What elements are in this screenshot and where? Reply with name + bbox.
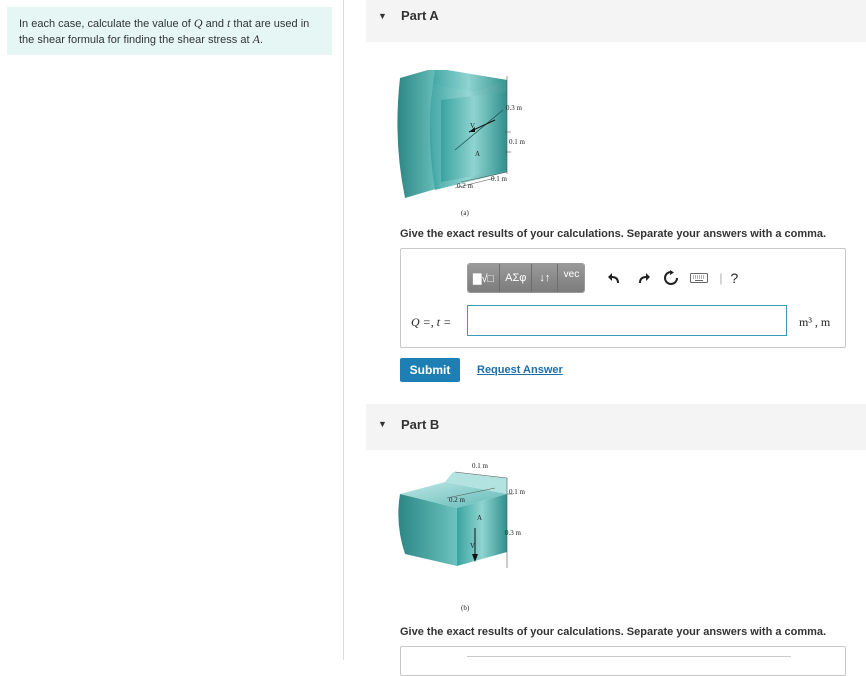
part-a-header[interactable] — [366, 0, 866, 42]
part-a-collapse-icon[interactable]: ▼ — [378, 11, 387, 21]
intro-text-4: . — [259, 34, 263, 46]
undo-icon[interactable] — [603, 266, 627, 290]
b-dim-right: 0.3 m — [505, 529, 521, 537]
problem-intro — [7, 7, 332, 55]
intro-text-2: and — [202, 18, 228, 30]
a-label-a: A — [475, 150, 481, 158]
templates-button[interactable]: ▇√□ — [468, 264, 500, 292]
part-a-instruction: Give the exact results of your calculations. Separate your answers with a comma. — [400, 228, 827, 240]
a-label-v: V — [470, 122, 476, 130]
a-caption: (a) — [461, 209, 469, 217]
part-b-instruction: Give the exact results of your calculations. Separate your answers with a comma. — [400, 626, 827, 638]
b-label-a: A — [477, 514, 483, 522]
redo-icon[interactable] — [631, 266, 655, 290]
column-divider — [343, 0, 344, 660]
part-a-answer-input[interactable] — [467, 305, 787, 336]
request-answer-link[interactable]: Request Answer — [477, 364, 563, 376]
a-dim-left: 0.2 m — [457, 182, 473, 190]
submit-button[interactable]: Submit — [400, 358, 460, 382]
reset-icon[interactable] — [659, 266, 683, 290]
part-b-title: Part B — [401, 417, 440, 432]
symbols-button[interactable]: ΑΣφ — [500, 264, 532, 292]
intro-var-q: Q — [193, 16, 203, 30]
a-dim-low: 0.1 m — [491, 175, 507, 183]
b-dim-top: 0.1 m — [472, 462, 488, 470]
part-b-toolbar-stub — [467, 656, 791, 657]
answer-units: m³ , m — [799, 315, 831, 329]
toolbar-separator: | — [719, 271, 723, 285]
part-a-answer-box — [400, 248, 846, 348]
b-dim-right-top: 0.1 m — [509, 488, 525, 496]
part-a-figure — [395, 70, 545, 220]
intro-text-3: that are used in the shear formula for finding the shear stress at — [19, 18, 310, 46]
answer-variable-label: Q =, t = — [411, 315, 452, 329]
vec-button[interactable]: vec — [558, 264, 584, 292]
keyboard-icon[interactable] — [687, 266, 711, 290]
b-label-v: V — [470, 542, 476, 550]
part-b-answer-box — [400, 646, 846, 676]
b-caption: (b) — [461, 604, 470, 612]
part-b-header[interactable] — [366, 404, 866, 450]
toolbar-group-templates — [467, 263, 585, 293]
a-dim-mid: 0.1 m — [509, 138, 525, 146]
part-a-title: Part A — [401, 8, 439, 23]
math-toolbar — [467, 262, 738, 294]
intro-var-a: A — [252, 32, 260, 46]
part-b-figure — [395, 458, 545, 614]
part-b-collapse-icon[interactable]: ▼ — [378, 419, 387, 429]
intro-var-t: t — [227, 16, 231, 30]
help-button[interactable]: ? — [730, 270, 739, 286]
a-dim-top: 0.3 m — [506, 104, 522, 112]
intro-text-1: In each case, calculate the value of — [19, 18, 194, 30]
b-dim-left: 0.2 m — [449, 496, 465, 504]
arrows-button[interactable]: ↓↑ — [532, 264, 558, 292]
